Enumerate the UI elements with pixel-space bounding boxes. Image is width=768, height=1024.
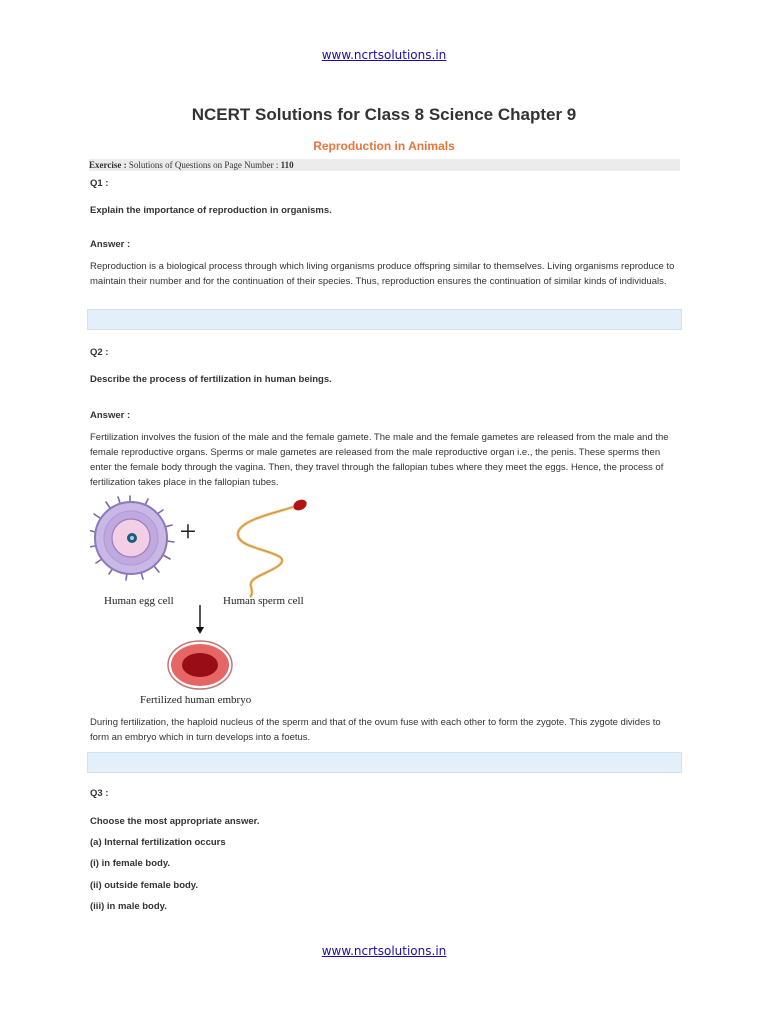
q2-label: Q2 : bbox=[90, 347, 109, 358]
exercise-page-number: 110 bbox=[280, 160, 294, 170]
q3-part-a: (a) Internal fertilization occurs bbox=[90, 837, 226, 848]
egg-cell-caption: Human egg cell bbox=[104, 595, 174, 607]
q3-option-ii: (ii) outside female body. bbox=[90, 880, 199, 891]
q1-question: Explain the importance of reproduction in organisms. bbox=[90, 205, 332, 216]
egg-cell-icon bbox=[90, 496, 174, 580]
exercise-text: Solutions of Questions on Page Number : bbox=[128, 160, 279, 170]
q2-answer-label: Answer : bbox=[90, 410, 131, 421]
q1-label: Q1 : bbox=[90, 178, 109, 189]
footer-site-link[interactable]: www.ncrtsolutions.in bbox=[321, 944, 447, 958]
q2-question: Describe the process of fertilization in human beings. bbox=[90, 374, 332, 385]
q3-option-i: (i) in female body. bbox=[90, 858, 171, 869]
fertilization-diagram bbox=[90, 495, 350, 710]
embryo-caption: Fertilized human embryo bbox=[140, 694, 252, 706]
header-site-link[interactable]: www.ncrtsolutions.in bbox=[321, 48, 447, 62]
q3-question: Choose the most appropriate answer. bbox=[90, 816, 260, 827]
q2-answer-followup: During fertilization, the haploid nucleus of the sperm and that of the ovum fuse with each other to form the zygote. This zygote divides to form an embryo which in turn develops into a foetus. bbox=[90, 717, 661, 743]
sperm-cell-icon bbox=[238, 498, 309, 597]
page-title: NCERT Solutions for Class 8 Science Chapter 9 bbox=[191, 105, 577, 124]
exercise-bar bbox=[89, 159, 680, 171]
q3-option-iii: (iii) in male body. bbox=[90, 901, 167, 912]
q1-answer: Reproduction is a biological process through which living organisms produce offspring similar to themselves. Living organisms reproduce to maintain their number and for the continuation of their species. Thus, reproduction ensures the continuation of similar kinds of individuals. bbox=[90, 261, 675, 287]
q3-label: Q3 : bbox=[90, 788, 109, 799]
q1-answer-label: Answer : bbox=[90, 239, 131, 250]
plus-sign: + bbox=[179, 515, 197, 548]
separator-bar bbox=[87, 752, 682, 773]
q2-answer: Fertilization involves the fusion of the male and the female gamete. The male and the female gametes are released from the male and the female reproductive organs. Sperms or male gametes are released from the male reproductive organ i.e., the penis. These sperms then enter the female body through the vagina. Then, they travel through the fallopian tubes where they meet the eggs. Hence, the process of fertilization takes place in the fallopian tubes. bbox=[90, 432, 669, 488]
embryo-icon bbox=[168, 641, 232, 689]
exercise-label: Exercise : bbox=[89, 160, 127, 170]
page-subtitle: Reproduction in Animals bbox=[313, 139, 455, 153]
down-arrow-icon bbox=[196, 605, 204, 634]
separator-bar bbox=[87, 309, 682, 330]
sperm-cell-caption: Human sperm cell bbox=[223, 595, 304, 607]
